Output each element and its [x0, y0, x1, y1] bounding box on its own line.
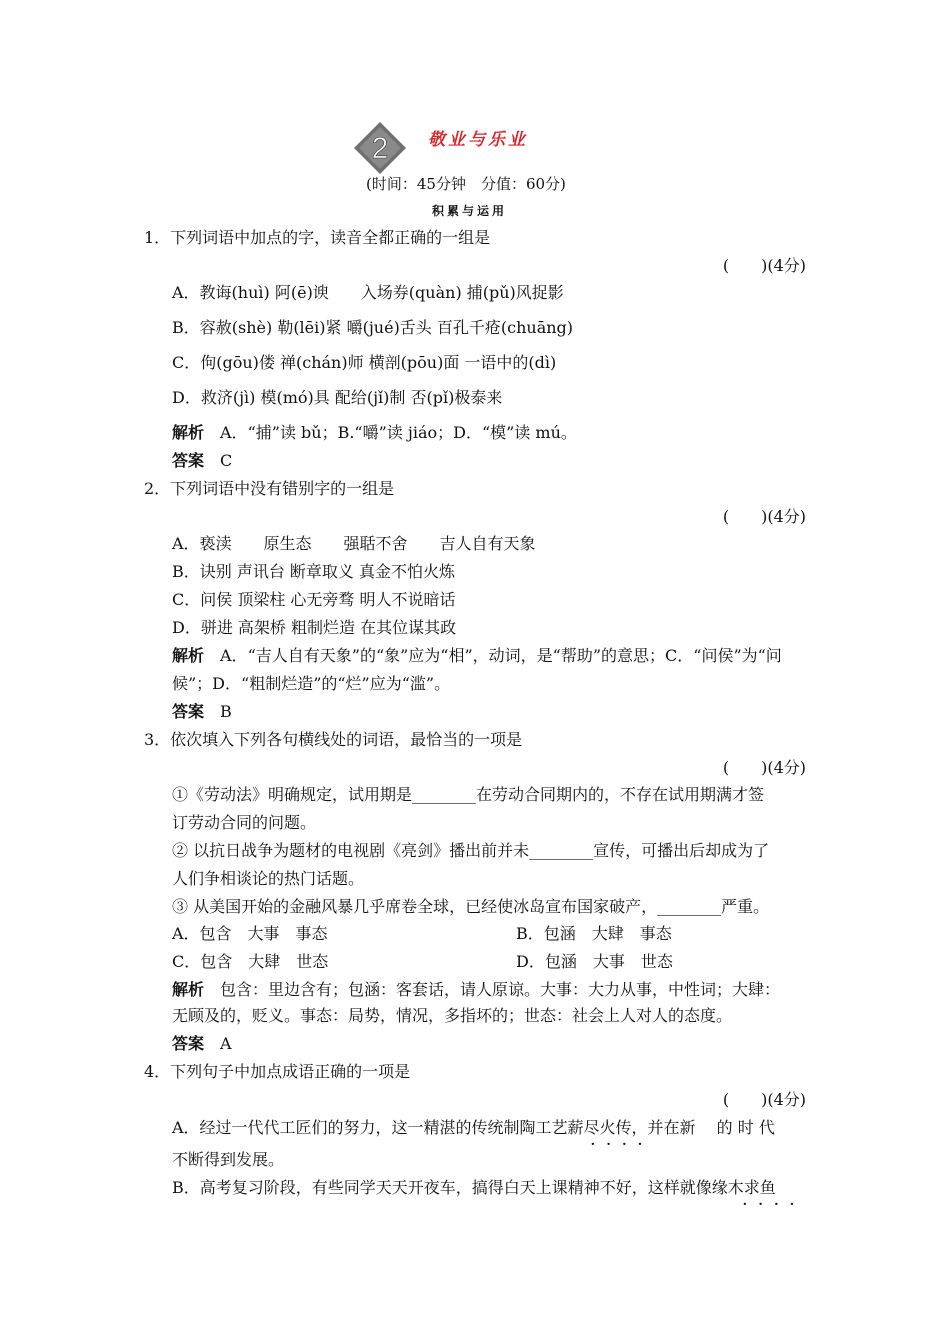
question-3-answer: [172, 1034, 232, 1054]
question-3-analysis-cont: 无顾及的，贬义。事态：局势，情况，多指坏的；世态：社会上人对人的态度。: [172, 1006, 733, 1025]
question-2-answer: [172, 702, 232, 722]
analysis-label: 解析: [172, 980, 205, 999]
question-2-option-d: D．骈进 高架桥 粗制烂造 在其位谋其政: [172, 618, 457, 637]
answer-value: A: [220, 1034, 232, 1053]
answer-value: B: [220, 702, 232, 721]
analysis-text: A．“捕”读 bǔ；B.“嚼”读 jiáo；D．“模”读 mú。: [220, 423, 577, 442]
analysis-label: 解析: [172, 646, 205, 665]
question-1-analysis: [172, 423, 577, 443]
question-3-sentence-1-cont: 订劳动合同的问题。: [172, 813, 317, 832]
question-2-analysis-cont: 候”；D．“粗制烂造”的“烂”应为“滥”。: [172, 674, 451, 693]
question-3-option-d: D．包涵 大事 世态: [516, 952, 673, 971]
question-1-option-b: B．容赦(shè) 勒(lēi)紧 嚼(jué)舌头 百孔千疮(chuāng): [172, 318, 574, 337]
section-heading: 积累与运用: [432, 204, 508, 218]
question-1-option-d: D．救济(jì) 模(mó)具 配给(jǐ)制 否(pǐ)极泰来: [172, 388, 503, 407]
question-1-option-a: A．教诲(huì) 阿(ē)谀 入场券(quàn) 捕(pǔ)风捉影: [172, 283, 564, 302]
question-2-analysis: [172, 646, 782, 666]
question-2-option-c: C．问侯 顶梁柱 心无旁骛 明人不说暗话: [172, 590, 456, 609]
answer-label: 答案: [172, 451, 205, 470]
analysis-text: 包含：里边含有；包涵：客套话，请人原谅。大事：大力从事，中性词；大肆：: [220, 980, 781, 999]
answer-label: 答案: [172, 702, 205, 721]
analysis-label: 解析: [172, 423, 205, 442]
question-2-score: ( )(4分): [722, 507, 806, 526]
question-1-answer: [172, 451, 232, 471]
question-3-sentence-2-cont: 人们争相谈论的热门话题。: [172, 869, 365, 888]
question-3-stem: 3．依次填入下列各句横线处的词语，最恰当的一项是: [144, 730, 523, 749]
question-3-sentence-1: ①《劳动法》明确规定，试用期是________在劳动合同期内的，不存在试用期满才签: [172, 785, 765, 804]
question-2-option-a: A．亵渎 原生态 强聒不舍 吉人自有天象: [172, 534, 536, 553]
question-2-stem: 2．下列词语中没有错别字的一组是: [144, 479, 395, 498]
question-3-option-a: A．包含 大事 事态: [172, 924, 328, 943]
question-4-score: ( )(4分): [722, 1090, 806, 1109]
answer-value: C: [220, 451, 233, 470]
question-4-option-a-cont: 不断得到发展。: [172, 1150, 285, 1169]
question-1-score: ( )(4分): [722, 256, 806, 275]
question-4-option-b: B．高考复习阶段，有些同学天天开夜车，搞得白天上课精神不好，这样就像缘木求鱼: [172, 1178, 776, 1197]
question-4-option-a: A．经过一代代工匠们的努力，这一精湛的传统制陶工艺薪尽火传，并在新 的 时 代: [172, 1118, 775, 1137]
question-1-option-c: C．佝(gōu)偻 禅(chán)师 横剖(pōu)面 一语中的(dì): [172, 353, 557, 372]
question-3-sentence-2: ② 以抗日战争为题材的电视剧《亮剑》播出前并未________宣传，可播出后却成为了: [172, 841, 770, 860]
time-score-info: (时间：45分钟 分值：60分): [366, 175, 566, 193]
badge-number: 2: [371, 132, 389, 165]
question-4-stem: 4．下列句子中加点成语正确的一项是: [144, 1062, 411, 1081]
lesson-title: 敬业与乐业: [428, 130, 528, 150]
question-3-sentence-3: ③ 从美国开始的金融风暴几乎席卷全球，已经使冰岛宣布国家破产，________严重。: [172, 897, 770, 916]
question-3-analysis: [172, 980, 780, 1000]
emphasis-dots: ····: [590, 1134, 653, 1155]
answer-label: 答案: [172, 1034, 205, 1053]
question-3-score: ( )(4分): [722, 758, 806, 777]
question-3-option-c: C．包含 大肆 世态: [172, 952, 329, 971]
number-badge-icon: [353, 121, 407, 175]
analysis-text: A．“吉人自有天象”的“象”应为“相”，动词，是“帮助”的意思；C．“问侯”为“问: [220, 646, 782, 665]
question-1-stem: 1．下列词语中加点的字，读音全都正确的一组是: [144, 228, 491, 247]
question-3-option-b: B．包涵 大肆 事态: [516, 924, 672, 943]
emphasis-dots: ····: [742, 1194, 805, 1215]
question-2-option-b: B．诀别 声讯台 断章取义 真金不怕火炼: [172, 562, 456, 581]
